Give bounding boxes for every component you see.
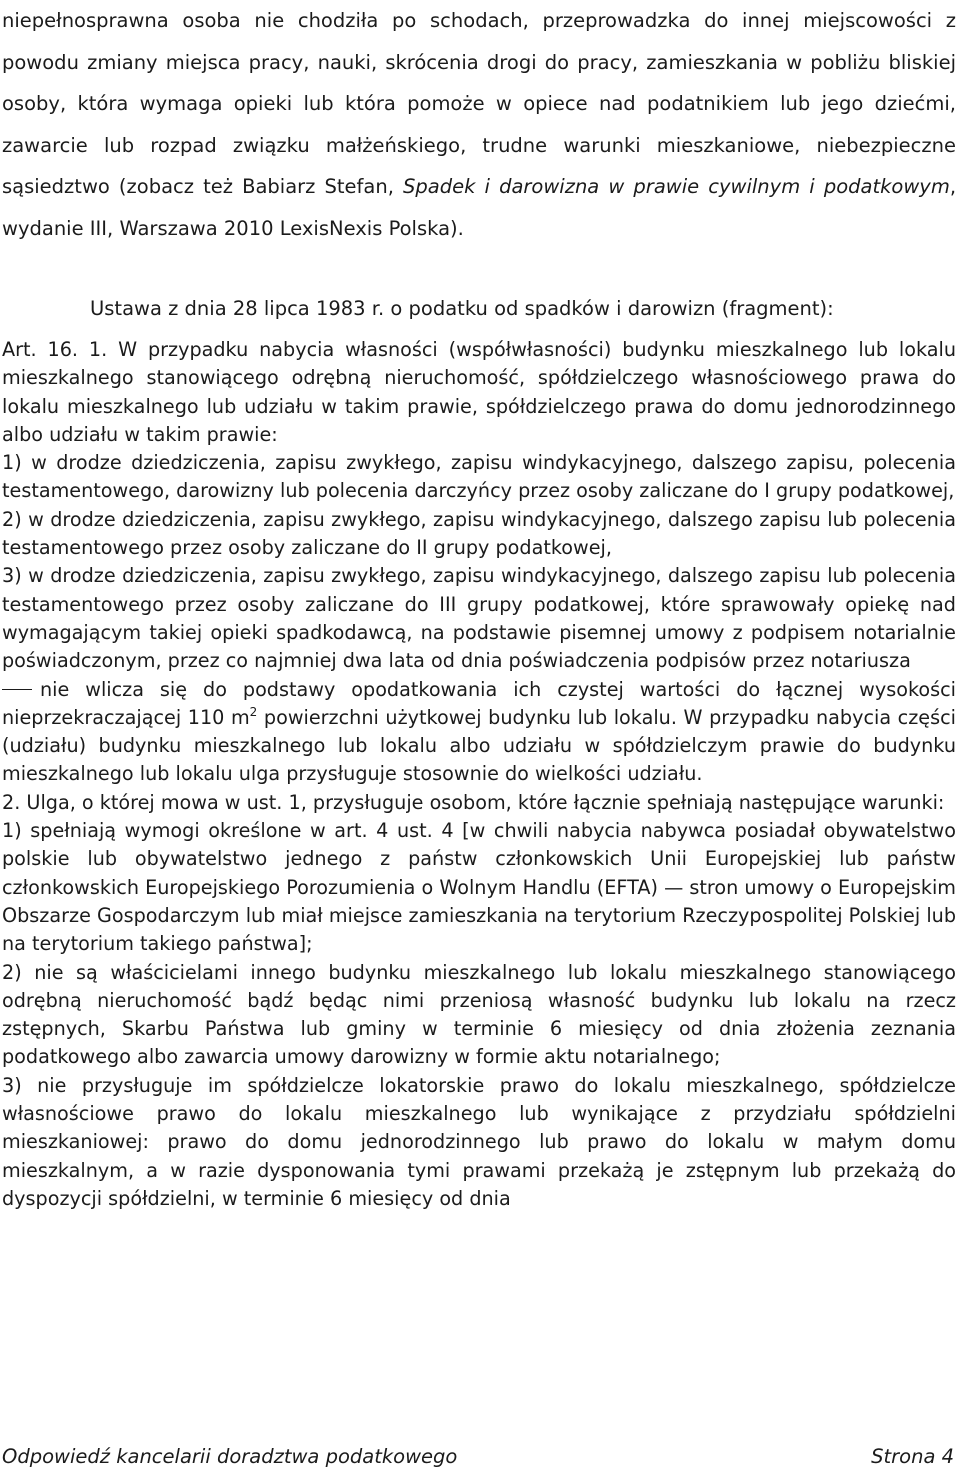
page-number: Strona 4 <box>871 1445 954 1468</box>
intro-line: , wydanie III, Warszawa 2010 LexisNexis <box>2 175 957 240</box>
article-paragraph: 2) nie są właścicielami innego budynku mieszkalnego lub lokalu mieszkalnego stanowiącego odrębną nieruchomość bądź będąc nimi przeniosą własność budynku lub lokalu na rzecz zstępnych, Skarbu Państwa lub gminy w terminie 6 miesięcy od dnia złożenia zeznania podatkowego albo zawarcia umowy darowizny w formie aktu notarialnego; <box>2 960 956 1069</box>
article-text <box>2 336 956 1213</box>
intro-line: miejscowości z powodu zmiany miejsca pracy, nauki, skrócenia drogi do pracy, <box>2 9 956 74</box>
exemption-text-cont: powierzchni użytkowej budynku lub lokalu. W przypadku nabycia części (udziału) budynku mieszkalnego lub lokalu albo udziału w spółdzielczym prawie do budynku mieszkalnego lub lokalu ulga przysługuje stosownie do wielkości udziału. <box>2 705 956 786</box>
article-paragraph: Art. 16. 1. W przypadku nabycia własności (współwłasności) budynku mieszkalnego lub lokalu mieszkalnego stanowiącego odrębną nieruchomość, spółdzielczego własnościowego prawa do lokalu mieszkalnego lub udziału w takim prawie, spółdzielczego prawa do domu jednorodzinnego albo udziału w takim prawie: <box>2 338 956 446</box>
book-title-part: i darowizna w prawie cywilnym i podatkowym <box>484 175 950 198</box>
intro-paragraph <box>2 0 956 249</box>
intro-line: nad podatnikiem lub jego dziećmi, zawarcie lub rozpad związku małżeńskiego, trudne <box>2 92 957 157</box>
book-title-part: Spadek <box>403 175 476 198</box>
article-paragraph-exemption <box>2 676 956 789</box>
intro-line: zamieszkania w pobliżu bliskiej osoby, która wymaga opieki lub która pomoże w opiece <box>2 50 956 115</box>
em-dash-rule <box>2 689 32 690</box>
article-paragraph: 1) spełniają wymogi określone w art. 4 ust. 4 [w chwili nabycia nabywca posiadał obywatelstwo polskie lub obywatelstwo jednego z państw członkowskich Unii Europejskiej lub państw członkowskich Europejskiego Porozumienia o Wolnym Handlu (EFTA) — stron umowy o Europejskim Obszarze Gospodarczym lub miał miejsce zamieszkania na terytorium Rzeczypospolitej Polskiej lub na terytorium takiego państwa]; <box>2 819 956 956</box>
exemption-text: nie wlicza się do podstawy opodatkowania ich czystej wartości do łącznej wysokości nieprzekraczającej 110 m <box>2 677 956 729</box>
book-title <box>403 175 950 198</box>
footer-title: Odpowiedź kancelarii doradztwa podatkowego <box>2 1445 458 1468</box>
section-heading: Ustawa z dnia 28 lipca 1983 r. o podatku od spadków i darowizn (fragment): <box>90 297 834 320</box>
page-footer <box>2 1440 954 1474</box>
intro-line: warunki mieszkaniowe, niebezpieczne sąsiedztwo (zobacz też Babiarz Stefan, <box>2 133 956 198</box>
intro-line: niepełnosprawna osoba nie chodziła po schodach, przeprowadzka do innej <box>2 9 790 32</box>
article-paragraph: 3) w drodze dziedziczenia, zapisu zwykłego, zapisu windykacyjnego, dalszego zapisu lub polecenia testamentowego przez osoby zaliczane do III grupy podatkowej, które sprawowały opiekę nad wymagającym takiej opieki spadkodawcą, na podstawie pisemnej umowy z podpisem notarialnie poświadczonym, przez co najmniej dwa lata od dnia poświadczenia podpisów przez notariusza <box>2 564 956 673</box>
article-paragraph: 3) nie przysługuje im spółdzielcze lokatorskie prawo do lokalu mieszkalnego, spółdzielcze własnościowe prawo do lokalu mieszkalnego lub wynikające z przydziału spółdzielni mieszkaniowej: prawo do domu jednorodzinnego lub prawo do lokalu w małym domu mieszkalnym, a w razie dysponowania tymi prawami przekażą je zstępnym lub przekażą do dyspozycji spółdzielni, w terminie 6 miesięcy od dnia <box>2 1073 956 1210</box>
article-paragraph: 2. Ulga, o której mowa w ust. 1, przysługuje osobom, które łącznie spełniają następujące warunki: <box>2 790 945 814</box>
superscript: 2 <box>249 704 258 719</box>
article-paragraph: 2) w drodze dziedziczenia, zapisu zwykłego, zapisu windykacyjnego, dalszego zapisu lub polecenia testamentowego przez osoby zaliczane do II grupy podatkowej, <box>2 507 956 560</box>
article-paragraph: 1) w drodze dziedziczenia, zapisu zwykłego, zapisu windykacyjnego, dalszego zapisu, polecenia testamentowego, darowizny lub polecenia darczyńcy przez osoby zaliczane do I grupy podatkowej, <box>2 451 956 503</box>
intro-line: Polska). <box>388 216 464 240</box>
